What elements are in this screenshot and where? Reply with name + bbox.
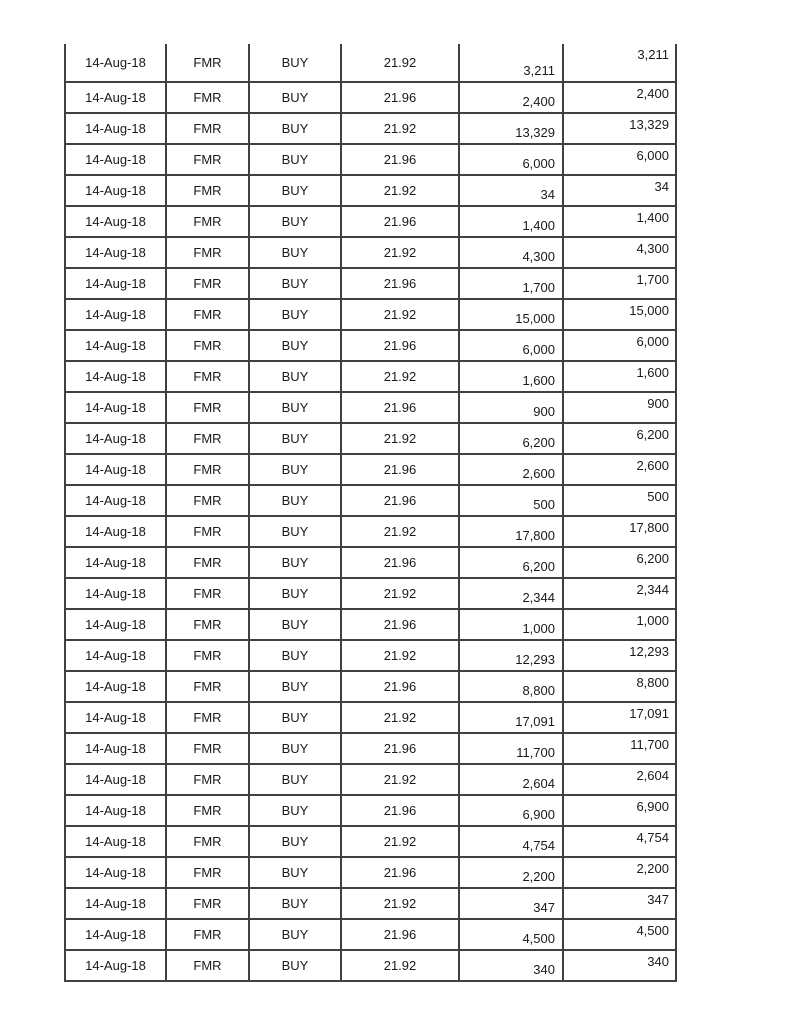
table-row xyxy=(65,299,676,330)
cell-firm: FMR xyxy=(166,454,249,485)
cell-quantity: 6,900 xyxy=(459,795,563,826)
cell-quantity-confirm: 17,091 xyxy=(563,702,676,733)
cell-quantity: 6,000 xyxy=(459,330,563,361)
cell-price: 21.96 xyxy=(341,795,459,826)
cell-firm: FMR xyxy=(166,330,249,361)
cell-date: 14-Aug-18 xyxy=(65,516,166,547)
table-row xyxy=(65,361,676,392)
cell-price: 21.96 xyxy=(341,206,459,237)
cell-firm: FMR xyxy=(166,268,249,299)
cell-quantity-confirm: 4,300 xyxy=(563,237,676,268)
cell-date: 14-Aug-18 xyxy=(65,454,166,485)
cell-quantity: 2,344 xyxy=(459,578,563,609)
cell-price: 21.92 xyxy=(341,702,459,733)
cell-price: 21.92 xyxy=(341,113,459,144)
cell-quantity: 4,300 xyxy=(459,237,563,268)
cell-date: 14-Aug-18 xyxy=(65,826,166,857)
table-row xyxy=(65,175,676,206)
cell-price: 21.92 xyxy=(341,516,459,547)
table-row xyxy=(65,454,676,485)
cell-quantity: 34 xyxy=(459,175,563,206)
table-row xyxy=(65,671,676,702)
table-row xyxy=(65,268,676,299)
cell-quantity-confirm: 1,600 xyxy=(563,361,676,392)
cell-price: 21.96 xyxy=(341,547,459,578)
cell-action: BUY xyxy=(249,826,341,857)
cell-action: BUY xyxy=(249,82,341,113)
cell-date: 14-Aug-18 xyxy=(65,82,166,113)
cell-price: 21.96 xyxy=(341,733,459,764)
table-row xyxy=(65,888,676,919)
cell-price: 21.92 xyxy=(341,423,459,454)
cell-date: 14-Aug-18 xyxy=(65,299,166,330)
cell-quantity: 8,800 xyxy=(459,671,563,702)
cell-date: 14-Aug-18 xyxy=(65,888,166,919)
cell-price: 21.96 xyxy=(341,144,459,175)
cell-action: BUY xyxy=(249,919,341,950)
cell-price: 21.96 xyxy=(341,82,459,113)
cell-action: BUY xyxy=(249,671,341,702)
cell-date: 14-Aug-18 xyxy=(65,609,166,640)
cell-firm: FMR xyxy=(166,733,249,764)
cell-action: BUY xyxy=(249,44,341,82)
table-row xyxy=(65,733,676,764)
cell-action: BUY xyxy=(249,299,341,330)
cell-date: 14-Aug-18 xyxy=(65,640,166,671)
cell-price: 21.92 xyxy=(341,888,459,919)
cell-quantity-confirm: 17,800 xyxy=(563,516,676,547)
cell-date: 14-Aug-18 xyxy=(65,795,166,826)
cell-action: BUY xyxy=(249,702,341,733)
cell-action: BUY xyxy=(249,268,341,299)
cell-price: 21.96 xyxy=(341,919,459,950)
cell-firm: FMR xyxy=(166,113,249,144)
cell-quantity: 2,400 xyxy=(459,82,563,113)
cell-quantity-confirm: 3,211 xyxy=(563,44,676,82)
cell-firm: FMR xyxy=(166,392,249,423)
cell-date: 14-Aug-18 xyxy=(65,113,166,144)
cell-action: BUY xyxy=(249,423,341,454)
cell-quantity-confirm: 1,700 xyxy=(563,268,676,299)
cell-price: 21.96 xyxy=(341,485,459,516)
cell-quantity-confirm: 6,000 xyxy=(563,330,676,361)
cell-action: BUY xyxy=(249,206,341,237)
cell-price: 21.92 xyxy=(341,764,459,795)
cell-action: BUY xyxy=(249,547,341,578)
cell-quantity-confirm: 2,200 xyxy=(563,857,676,888)
cell-quantity: 6,000 xyxy=(459,144,563,175)
cell-firm: FMR xyxy=(166,671,249,702)
cell-quantity-confirm: 8,800 xyxy=(563,671,676,702)
cell-quantity-confirm: 500 xyxy=(563,485,676,516)
cell-quantity-confirm: 12,293 xyxy=(563,640,676,671)
table-row xyxy=(65,578,676,609)
cell-quantity: 2,600 xyxy=(459,454,563,485)
cell-quantity: 2,604 xyxy=(459,764,563,795)
table-row xyxy=(65,82,676,113)
cell-date: 14-Aug-18 xyxy=(65,764,166,795)
trades-table xyxy=(64,44,677,982)
cell-date: 14-Aug-18 xyxy=(65,330,166,361)
cell-quantity: 900 xyxy=(459,392,563,423)
cell-quantity-confirm: 4,500 xyxy=(563,919,676,950)
cell-quantity: 2,200 xyxy=(459,857,563,888)
cell-firm: FMR xyxy=(166,237,249,268)
cell-quantity-confirm: 6,200 xyxy=(563,423,676,454)
cell-date: 14-Aug-18 xyxy=(65,485,166,516)
cell-firm: FMR xyxy=(166,516,249,547)
cell-action: BUY xyxy=(249,950,341,981)
cell-quantity-confirm: 2,344 xyxy=(563,578,676,609)
cell-firm: FMR xyxy=(166,609,249,640)
cell-firm: FMR xyxy=(166,485,249,516)
cell-action: BUY xyxy=(249,516,341,547)
cell-action: BUY xyxy=(249,888,341,919)
cell-action: BUY xyxy=(249,144,341,175)
cell-quantity-confirm: 340 xyxy=(563,950,676,981)
cell-firm: FMR xyxy=(166,888,249,919)
cell-date: 14-Aug-18 xyxy=(65,237,166,268)
cell-action: BUY xyxy=(249,454,341,485)
cell-firm: FMR xyxy=(166,702,249,733)
cell-date: 14-Aug-18 xyxy=(65,268,166,299)
cell-date: 14-Aug-18 xyxy=(65,175,166,206)
table-row xyxy=(65,113,676,144)
cell-firm: FMR xyxy=(166,578,249,609)
cell-firm: FMR xyxy=(166,175,249,206)
cell-action: BUY xyxy=(249,640,341,671)
cell-quantity: 12,293 xyxy=(459,640,563,671)
cell-quantity: 6,200 xyxy=(459,547,563,578)
cell-price: 21.96 xyxy=(341,857,459,888)
cell-firm: FMR xyxy=(166,547,249,578)
cell-firm: FMR xyxy=(166,857,249,888)
cell-quantity: 500 xyxy=(459,485,563,516)
table-row xyxy=(65,857,676,888)
table-body xyxy=(65,44,676,981)
cell-price: 21.96 xyxy=(341,330,459,361)
cell-firm: FMR xyxy=(166,44,249,82)
cell-quantity-confirm: 900 xyxy=(563,392,676,423)
cell-firm: FMR xyxy=(166,299,249,330)
cell-quantity: 6,200 xyxy=(459,423,563,454)
cell-price: 21.92 xyxy=(341,826,459,857)
cell-quantity-confirm: 15,000 xyxy=(563,299,676,330)
cell-quantity: 17,091 xyxy=(459,702,563,733)
table-row xyxy=(65,392,676,423)
cell-quantity: 1,000 xyxy=(459,609,563,640)
cell-firm: FMR xyxy=(166,82,249,113)
cell-action: BUY xyxy=(249,392,341,423)
cell-price: 21.96 xyxy=(341,454,459,485)
cell-action: BUY xyxy=(249,361,341,392)
table-row xyxy=(65,547,676,578)
cell-date: 14-Aug-18 xyxy=(65,919,166,950)
table-row xyxy=(65,206,676,237)
cell-price: 21.92 xyxy=(341,175,459,206)
cell-quantity: 1,600 xyxy=(459,361,563,392)
table-row xyxy=(65,423,676,454)
cell-price: 21.92 xyxy=(341,578,459,609)
cell-date: 14-Aug-18 xyxy=(65,702,166,733)
cell-quantity-confirm: 2,400 xyxy=(563,82,676,113)
table-row xyxy=(65,795,676,826)
cell-firm: FMR xyxy=(166,361,249,392)
cell-price: 21.96 xyxy=(341,671,459,702)
cell-date: 14-Aug-18 xyxy=(65,950,166,981)
cell-price: 21.92 xyxy=(341,44,459,82)
cell-quantity: 17,800 xyxy=(459,516,563,547)
table-row xyxy=(65,640,676,671)
cell-quantity-confirm: 13,329 xyxy=(563,113,676,144)
cell-date: 14-Aug-18 xyxy=(65,671,166,702)
cell-price: 21.92 xyxy=(341,361,459,392)
cell-date: 14-Aug-18 xyxy=(65,578,166,609)
cell-quantity: 11,700 xyxy=(459,733,563,764)
cell-quantity-confirm: 34 xyxy=(563,175,676,206)
cell-firm: FMR xyxy=(166,423,249,454)
table-row xyxy=(65,516,676,547)
cell-quantity: 3,211 xyxy=(459,44,563,82)
cell-quantity-confirm: 6,900 xyxy=(563,795,676,826)
cell-quantity: 1,400 xyxy=(459,206,563,237)
cell-price: 21.92 xyxy=(341,950,459,981)
cell-quantity: 13,329 xyxy=(459,113,563,144)
cell-action: BUY xyxy=(249,733,341,764)
cell-action: BUY xyxy=(249,857,341,888)
cell-action: BUY xyxy=(249,330,341,361)
table-row xyxy=(65,764,676,795)
cell-action: BUY xyxy=(249,485,341,516)
cell-firm: FMR xyxy=(166,950,249,981)
table-row xyxy=(65,950,676,981)
cell-quantity: 4,500 xyxy=(459,919,563,950)
cell-quantity-confirm: 1,400 xyxy=(563,206,676,237)
table-row xyxy=(65,609,676,640)
cell-date: 14-Aug-18 xyxy=(65,44,166,82)
cell-firm: FMR xyxy=(166,206,249,237)
cell-date: 14-Aug-18 xyxy=(65,392,166,423)
table-row xyxy=(65,919,676,950)
cell-firm: FMR xyxy=(166,919,249,950)
cell-price: 21.96 xyxy=(341,392,459,423)
cell-quantity-confirm: 4,754 xyxy=(563,826,676,857)
cell-quantity-confirm: 6,000 xyxy=(563,144,676,175)
cell-quantity: 347 xyxy=(459,888,563,919)
cell-firm: FMR xyxy=(166,795,249,826)
table-row xyxy=(65,237,676,268)
cell-date: 14-Aug-18 xyxy=(65,733,166,764)
cell-date: 14-Aug-18 xyxy=(65,857,166,888)
cell-date: 14-Aug-18 xyxy=(65,144,166,175)
cell-price: 21.96 xyxy=(341,609,459,640)
cell-action: BUY xyxy=(249,795,341,826)
cell-quantity-confirm: 1,000 xyxy=(563,609,676,640)
table-row xyxy=(65,702,676,733)
table-row xyxy=(65,44,676,82)
cell-price: 21.92 xyxy=(341,299,459,330)
cell-quantity: 15,000 xyxy=(459,299,563,330)
cell-quantity-confirm: 2,600 xyxy=(563,454,676,485)
cell-date: 14-Aug-18 xyxy=(65,547,166,578)
cell-quantity: 4,754 xyxy=(459,826,563,857)
table-row xyxy=(65,485,676,516)
cell-quantity-confirm: 6,200 xyxy=(563,547,676,578)
table-row xyxy=(65,826,676,857)
cell-action: BUY xyxy=(249,113,341,144)
cell-date: 14-Aug-18 xyxy=(65,361,166,392)
cell-action: BUY xyxy=(249,237,341,268)
cell-action: BUY xyxy=(249,578,341,609)
cell-date: 14-Aug-18 xyxy=(65,206,166,237)
cell-price: 21.92 xyxy=(341,640,459,671)
cell-action: BUY xyxy=(249,764,341,795)
cell-quantity-confirm: 347 xyxy=(563,888,676,919)
cell-firm: FMR xyxy=(166,764,249,795)
table-row xyxy=(65,330,676,361)
cell-action: BUY xyxy=(249,609,341,640)
cell-firm: FMR xyxy=(166,640,249,671)
cell-date: 14-Aug-18 xyxy=(65,423,166,454)
cell-quantity: 1,700 xyxy=(459,268,563,299)
table-row xyxy=(65,144,676,175)
cell-quantity-confirm: 11,700 xyxy=(563,733,676,764)
cell-price: 21.92 xyxy=(341,237,459,268)
cell-price: 21.96 xyxy=(341,268,459,299)
cell-action: BUY xyxy=(249,175,341,206)
cell-firm: FMR xyxy=(166,826,249,857)
cell-firm: FMR xyxy=(166,144,249,175)
cell-quantity: 340 xyxy=(459,950,563,981)
cell-quantity-confirm: 2,604 xyxy=(563,764,676,795)
